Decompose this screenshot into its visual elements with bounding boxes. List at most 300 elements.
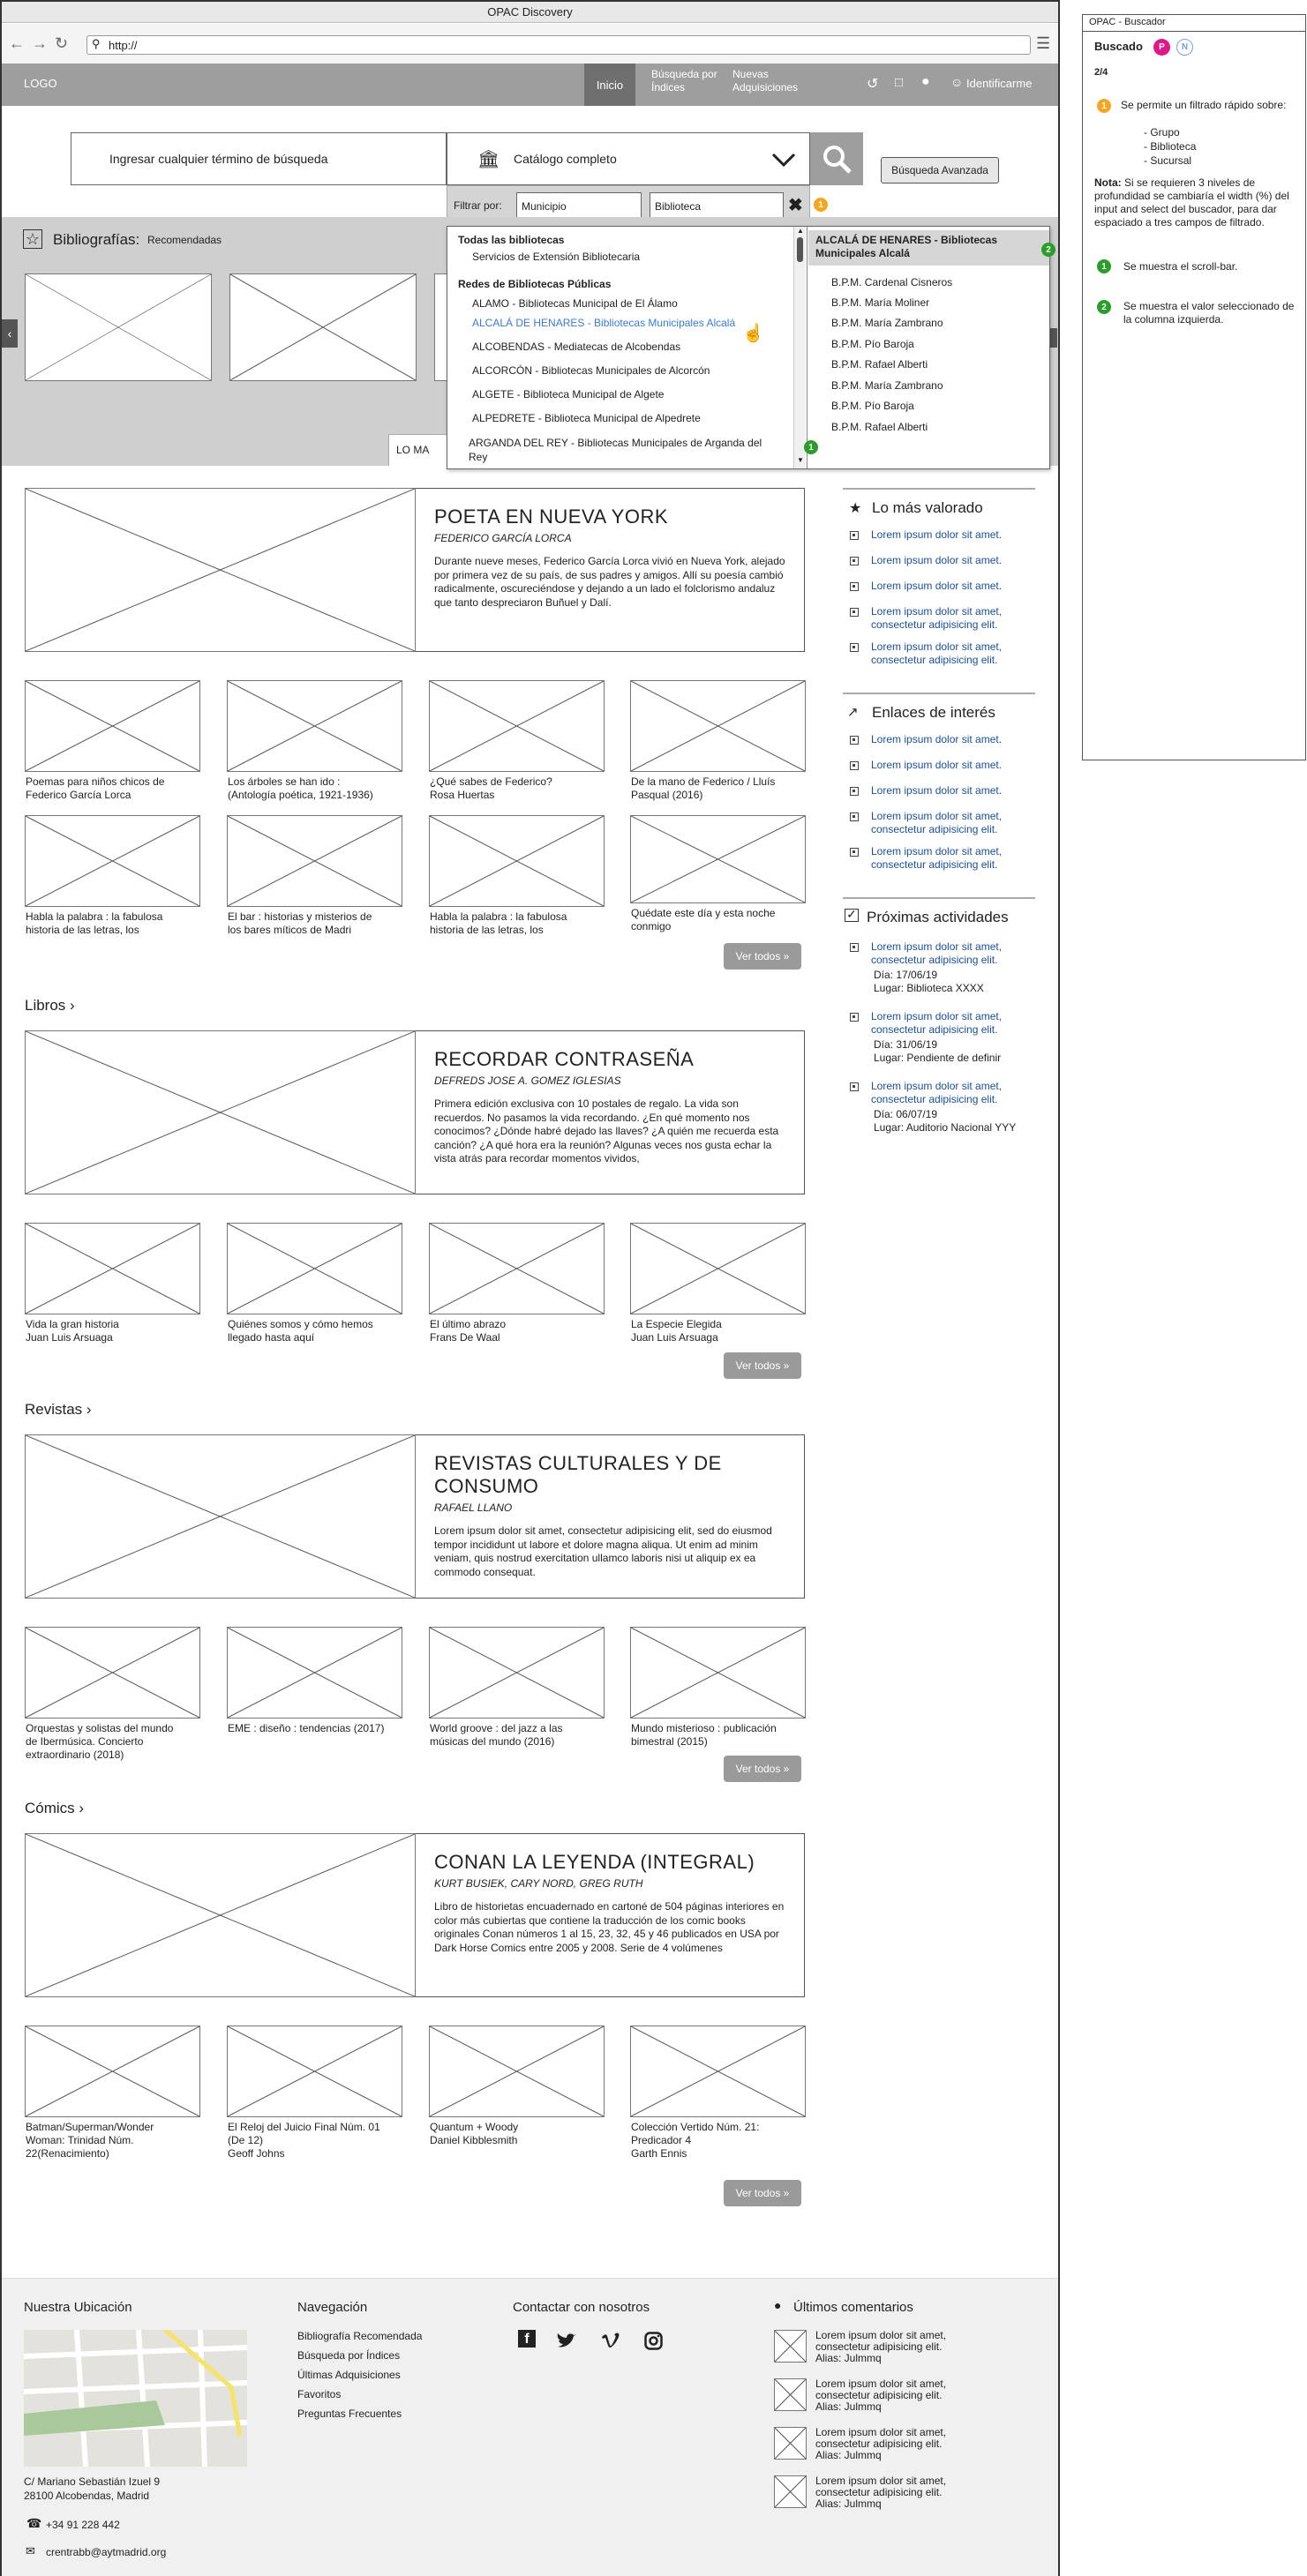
thumbnail-caption[interactable]: [631, 1318, 821, 1344]
annotation-page: 2/4: [1094, 67, 1108, 78]
sidebar-link[interactable]: Lorem ipsum dolor sit amet.: [871, 784, 1003, 797]
branch-option[interactable]: B.P.M. Pío Baroja: [831, 400, 914, 412]
comment-avatar[interactable]: [774, 2427, 807, 2460]
catalog-select-value: Catálogo completo: [514, 152, 617, 166]
image-placeholder-icon: [631, 1224, 805, 1314]
footer-nav-link[interactable]: Preguntas Frecuentes: [297, 2408, 402, 2420]
caption-line: El Reloj del Juicio Final Núm. 01: [228, 2121, 380, 2133]
section-heading[interactable]: Cómics ›: [25, 1800, 85, 1816]
annotation-panel: [1082, 14, 1306, 760]
sidebar-link[interactable]: Lorem ipsum dolor sit amet,: [871, 1010, 1003, 1022]
dropdown-option[interactable]: ALCORCÓN - Bibliotecas Municipales de Alcorcón: [472, 364, 710, 377]
caption-line: Quédate este día y esta noche: [631, 907, 776, 919]
browser-titlebar: [2, 2, 1058, 23]
dropdown-option[interactable]: ALGETE - Biblioteca Municipal de Algete: [472, 388, 665, 401]
caption-line: Habla la palabra : la fabulosa: [26, 910, 163, 923]
sidebar-link[interactable]: Lorem ipsum dolor sit amet.: [871, 580, 1003, 592]
instagram-icon[interactable]: [644, 2332, 663, 2350]
note-1-text: Se permite un filtrado rápido sobre:: [1121, 99, 1287, 111]
sidebar-divider: [843, 693, 1035, 694]
comment-text: consectetur adipisicing elit.: [815, 2340, 943, 2353]
image-placeholder-icon: [228, 1224, 402, 1314]
annotation-panel-header: [1082, 14, 1306, 32]
links-title: Enlaces de interés: [872, 704, 995, 721]
comment-text: Lorem ipsum dolor sit amet,: [815, 2378, 947, 2390]
star-icon: ☆: [23, 229, 42, 249]
comment-avatar[interactable]: [774, 2330, 807, 2363]
caption-line: El último abrazo: [430, 1318, 507, 1330]
sidebar-link[interactable]: Lorem ipsum dolor sit amet,: [871, 605, 1003, 618]
thumbnail-image[interactable]: [227, 1223, 402, 1314]
sidebar-link-line2[interactable]: consectetur adipisicing elit.: [871, 1093, 998, 1105]
feature-image[interactable]: [25, 1030, 416, 1194]
thumbnail-image[interactable]: [227, 680, 402, 772]
history-icon[interactable]: ↺: [867, 77, 879, 92]
note-1-item: - Biblioteca: [1144, 140, 1197, 153]
footer-nav-link[interactable]: Últimas Adquisiciones: [297, 2369, 401, 2381]
list-bullet-icon: [850, 1082, 859, 1091]
nav-item-inicio[interactable]: [584, 64, 635, 106]
browser-toolbar: [2, 24, 1058, 68]
thumbnail-caption[interactable]: [430, 910, 620, 937]
image-placeholder-icon: [26, 681, 199, 771]
feature-image[interactable]: [25, 1434, 416, 1599]
sidebar-link-line2[interactable]: consectetur adipisicing elit.: [871, 954, 998, 966]
footer-nav-link[interactable]: Favoritos: [297, 2388, 342, 2400]
image-placeholder-icon: [631, 2026, 805, 2116]
caption-line: De la mano de Federico / Lluís: [631, 775, 776, 788]
sidebar-divider: [843, 897, 1035, 899]
thumbnail-caption[interactable]: [430, 1722, 620, 1749]
activity-place: Lugar: Pendiente de definir: [874, 1052, 1002, 1064]
image-placeholder-icon: [430, 816, 604, 906]
comment-text: Alias: Julmmq: [815, 2400, 882, 2413]
note-marker-3: 2: [1097, 300, 1111, 314]
identify-link[interactable]: Identificarme: [966, 77, 1033, 90]
facebook-icon[interactable]: f: [518, 2330, 536, 2348]
caption-line: llegado hasta aquí: [228, 1331, 315, 1344]
feature-title[interactable]: CONAN LA LEYENDA (INTEGRAL): [434, 1851, 755, 1873]
url-bar[interactable]: [86, 35, 1031, 55]
thumbnail-image[interactable]: [429, 1627, 605, 1719]
caption-line: La Especie Elegida: [631, 1318, 722, 1330]
note-marker-2: 1: [1097, 259, 1111, 273]
image-placeholder-icon: [26, 1435, 415, 1598]
banner-title: Bibliografías:: [53, 231, 140, 248]
feature-author: KURT BUSIEK, CARY NORD, GREG RUTH: [434, 1877, 643, 1890]
see-all-label: Ver todos »: [735, 950, 790, 962]
nav-item-label: Nuevas Adquisiciones: [732, 68, 799, 94]
image-placeholder-icon: [26, 2026, 199, 2116]
logo[interactable]: LOGO: [24, 77, 57, 90]
dropdown-option[interactable]: ALCOBENDAS - Mediatecas de Alcobendas: [472, 341, 681, 353]
thumbnail-caption[interactable]: [631, 907, 821, 933]
banner-tab-label: LO MA: [396, 444, 430, 456]
dropdown-option[interactable]: ALPEDRETE - Biblioteca Municipal de Alpedrete: [472, 412, 701, 424]
see-all-button[interactable]: [724, 2180, 801, 2206]
priority-badge: P: [1153, 39, 1170, 56]
globe-icon[interactable]: ●: [921, 74, 930, 89]
caption-line: Federico García Lorca: [26, 789, 131, 801]
comment-avatar[interactable]: [774, 2378, 807, 2411]
url-search-icon: ⚲: [92, 37, 101, 50]
sidebar-link[interactable]: Lorem ipsum dolor sit amet.: [871, 759, 1003, 771]
caption-line: Frans De Waal: [430, 1331, 500, 1344]
image-placeholder-icon: [430, 2026, 604, 2116]
image-placeholder-icon: [631, 816, 805, 902]
back-icon[interactable]: ←: [9, 34, 25, 52]
reload-icon[interactable]: ↻: [55, 34, 69, 52]
note-3-text: Se muestra el valor seleccionado de la columna izquierda.: [1123, 300, 1295, 326]
note-nota: [1094, 176, 1296, 229]
map-graphic: [24, 2330, 247, 2467]
image-placeholder-icon: [430, 681, 604, 771]
comment-icon: ●: [774, 2298, 782, 2312]
caption-line: Garth Ennis: [631, 2147, 687, 2160]
comment-text: Alias: Julmmq: [815, 2449, 882, 2461]
carousel-image[interactable]: [229, 273, 417, 381]
thumbnail-image[interactable]: [25, 680, 200, 772]
advanced-search-label: Búsqueda Avanzada: [891, 164, 988, 176]
caption-line: Los árboles se han ido :: [228, 775, 341, 788]
annotation-heading: Buscado: [1094, 40, 1143, 53]
catalog-select[interactable]: [447, 132, 810, 185]
sidebar-link[interactable]: Lorem ipsum dolor sit amet,: [871, 1080, 1003, 1092]
main-navbar: [2, 64, 1058, 106]
feature-description: Primera edición exclusiva con 10 postales de regalo. La vida son recuerdos. No pasamos la vida recordando. ¿En qué momento nos conocimos? ¿Dónde habré dejado las llaves? ¿A quién me recuerda esta canción? ¿A qué hora era la reunión? Algunas veces nos gusta echar la vista atrás para recordar momentos vividos,: [434, 1097, 779, 1164]
selected-network[interactable]: ALCALÁ DE HENARES - Bibliotecas Municipales Alcalá: [808, 230, 1049, 266]
thumbnail-image[interactable]: [630, 2026, 806, 2117]
phone-icon: ☎: [26, 2516, 42, 2530]
library-icon: 🏛: [477, 150, 500, 169]
sidebar-link[interactable]: Lorem ipsum dolor sit amet.: [871, 733, 1003, 745]
list-bullet-icon: [850, 608, 859, 617]
activity-place: Lugar: Biblioteca XXXX: [874, 982, 984, 994]
thumbnail-caption[interactable]: [228, 1722, 417, 1735]
image-placeholder-icon: [775, 2428, 806, 2459]
caption-line: 22(Renacimiento): [26, 2147, 109, 2160]
scroll-thumb[interactable]: [797, 237, 803, 262]
sidebar-link-line2[interactable]: consectetur adipisicing elit.: [871, 858, 998, 871]
thumbnail-image[interactable]: [25, 1627, 200, 1719]
thumbnail-caption[interactable]: [631, 1722, 821, 1749]
new-badge: N: [1176, 39, 1193, 56]
url-text: http://: [109, 39, 138, 52]
thumbnail-image[interactable]: [429, 815, 605, 907]
thumbnail-image[interactable]: [630, 680, 806, 772]
thumbnail-caption[interactable]: [430, 775, 620, 802]
image-placeholder-icon: [26, 489, 415, 651]
search-input-text: Ingresar cualquier término de búsqueda: [109, 152, 328, 166]
note-marker-3: 2: [1041, 243, 1055, 257]
scroll-up-icon[interactable]: ▲: [797, 227, 804, 235]
comment-text: consectetur adipisicing elit.: [815, 2437, 943, 2450]
clear-filter-icon[interactable]: ✖: [788, 196, 803, 215]
see-all-label: Ver todos »: [735, 1763, 790, 1775]
nav-item-busqueda-indices[interactable]: [651, 68, 722, 94]
thumbnail-image[interactable]: [630, 1223, 806, 1314]
feature-title[interactable]: REVISTAS CULTURALES Y DE CONSUMO: [434, 1452, 722, 1497]
star-filled-icon: ★: [849, 501, 862, 516]
caption-line: ¿Qué sabes de Federico?: [430, 775, 552, 788]
sidebar-link[interactable]: Lorem ipsum dolor sit amet,: [871, 845, 1003, 857]
caption-line: músicas del mundo (2016): [430, 1735, 555, 1748]
sidebar-link[interactable]: Lorem ipsum dolor sit amet,: [871, 810, 1003, 822]
activity-date: Día: 06/07/19: [874, 1108, 938, 1120]
image-placeholder-icon: [26, 1628, 199, 1718]
banner-tab[interactable]: [388, 434, 450, 466]
dropdown-right-column: [808, 227, 1049, 468]
feature-author: DEFREDS JOSE A. GOMEZ IGLESIAS: [434, 1075, 621, 1087]
caption-line: Quantum + Woody: [430, 2121, 519, 2133]
caption-line: bimestral (2015): [631, 1735, 708, 1748]
thumbnail-caption[interactable]: [228, 1318, 417, 1344]
section-heading[interactable]: Revistas ›: [25, 1401, 92, 1418]
vimeo-icon[interactable]: [601, 2332, 620, 2349]
branch-option[interactable]: B.P.M. Pío Baroja: [831, 338, 914, 350]
address-line-1: C/ Mariano Sebastián Izuel 9: [24, 2475, 161, 2488]
section-heading[interactable]: Libros ›: [25, 997, 75, 1014]
image-placeholder-icon: [228, 816, 402, 906]
thumbnail-image[interactable]: [429, 2026, 605, 2117]
note-nota-text: Si se requieren 3 niveles de profundidad se cambiaría el width (%) del input and select del buscador, para dar espaciado a tres campos de filtrado.: [1094, 176, 1289, 228]
caption-line: Mundo misterioso : publicación: [631, 1722, 777, 1734]
thumbnail-image[interactable]: [25, 2026, 200, 2117]
calendar-icon: ✓: [845, 909, 859, 922]
note-marker-2: 1: [804, 440, 818, 454]
feature-image[interactable]: [25, 488, 416, 652]
caption-line: Juan Luis Arsuaga: [26, 1331, 113, 1344]
thumbnail-caption[interactable]: [228, 775, 417, 802]
sidebar-link[interactable]: Lorem ipsum dolor sit amet,: [871, 940, 1003, 953]
note-1-item: - Sucursal: [1144, 154, 1192, 167]
dropdown-option-hovered[interactable]: ALCALÁ DE HENARES - Bibliotecas Municipales Alcalá: [472, 317, 736, 329]
thumbnail-image[interactable]: [227, 2026, 402, 2117]
sidebar-link[interactable]: Lorem ipsum dolor sit amet.: [871, 528, 1003, 541]
activity-date: Día: 31/06/19: [874, 1038, 938, 1051]
feature-title[interactable]: POETA EN NUEVA YORK: [434, 505, 669, 528]
address-line-2: 28100 Alcobendas, Madrid: [24, 2490, 150, 2502]
caption-line: conmigo: [631, 920, 672, 932]
see-all-button[interactable]: [724, 1352, 801, 1379]
thumbnail-image[interactable]: [429, 680, 605, 772]
caption-line: Predicador 4: [631, 2134, 692, 2146]
left-scrollbar[interactable]: [793, 227, 806, 468]
caption-line: (Antología poética, 1921-1936): [228, 789, 373, 801]
comment-text: Lorem ipsum dolor sit amet,: [815, 2475, 947, 2487]
branch-option[interactable]: B.P.M. Rafael Alberti: [831, 421, 928, 433]
sidebar-link[interactable]: Lorem ipsum dolor sit amet,: [871, 640, 1003, 653]
caption-line: Vida la gran historia: [26, 1318, 119, 1330]
thumbnail-caption[interactable]: [631, 2121, 821, 2160]
bookmark-icon[interactable]: □: [895, 75, 904, 90]
image-placeholder-icon: [775, 2476, 806, 2507]
group-public-networks[interactable]: Redes de Bibliotecas Públicas: [458, 278, 612, 290]
thumbnail-image[interactable]: [227, 815, 402, 907]
comment-text: Alias: Julmmq: [815, 2352, 882, 2364]
see-all-button[interactable]: [724, 943, 801, 970]
advanced-search-button[interactable]: [881, 157, 999, 183]
dropdown-option[interactable]: ALAMO - Bibliotecas Municipal de El Álamo: [472, 297, 678, 310]
comment-text: Lorem ipsum dolor sit amet,: [815, 2329, 947, 2341]
footer-nav-link[interactable]: Búsqueda por Índices: [297, 2349, 401, 2362]
thumbnail-caption[interactable]: [430, 1318, 620, 1344]
feature-description: Lorem ipsum dolor sit amet, consectetur adipisicing elit, sed do eiusmod tempor incididunt ut labore et dolore magna aliqua. Ut enim ad minim veniam, quis nostrud exercitation ullamco laboris nisi ut aliquip ex ea commodo consequat.: [434, 1524, 772, 1578]
list-bullet-icon: [850, 848, 859, 857]
feature-image[interactable]: [25, 1833, 416, 1997]
contact-title: Contactar con nosotros: [513, 2300, 650, 2315]
carousel-image[interactable]: [25, 273, 212, 381]
thumbnail-image[interactable]: [630, 815, 806, 903]
caption-line: EME : diseño : tendencias (2017): [228, 1722, 385, 1734]
footer-nav-link[interactable]: Bibliografía Recomendada: [297, 2330, 423, 2342]
caption-line: Poemas para niños chicos de: [26, 775, 165, 788]
image-placeholder-icon: [26, 1224, 199, 1314]
note-1-item: - Grupo: [1144, 126, 1180, 139]
feature-author: FEDERICO GARCÍA LORCA: [434, 532, 572, 544]
note-2-text: Se muestra el scroll-bar.: [1123, 260, 1238, 273]
nav-item-nuevas-adquisiciones[interactable]: [732, 68, 812, 94]
thumbnail-caption[interactable]: [26, 1318, 215, 1344]
thumbnail-image[interactable]: [630, 1627, 806, 1719]
image-placeholder-icon: [430, 1224, 604, 1314]
thumbnail-image[interactable]: [25, 1223, 200, 1314]
see-all-button[interactable]: [724, 1756, 801, 1782]
search-icon: [821, 143, 853, 175]
phone-number[interactable]: +34 91 228 442: [46, 2519, 120, 2531]
feature-author: RAFAEL LLANO: [434, 1501, 513, 1514]
caption-line: Colección Vertido Núm. 21:: [631, 2121, 760, 2133]
list-bullet-icon: [850, 812, 859, 821]
carousel-prev[interactable]: ‹: [2, 319, 18, 348]
twitter-icon[interactable]: [556, 2333, 577, 2350]
caption-line: Orquestas y solistas del mundo: [26, 1722, 174, 1734]
window-title: OPAC Discovery: [487, 5, 573, 19]
image-placeholder-icon: [26, 816, 199, 906]
footer-nav-title: Navegación: [297, 2300, 368, 2315]
note-marker-1: 1: [1097, 99, 1111, 113]
caption-line: historia de las letras, los: [430, 924, 544, 936]
feature-title[interactable]: RECORDAR CONTRASEÑA: [434, 1048, 695, 1070]
group-all-libraries[interactable]: Todas las bibliotecas: [458, 234, 565, 246]
image-placeholder-icon: [228, 1628, 402, 1718]
comment-text: consectetur adipisicing elit.: [815, 2389, 943, 2401]
caption-line: Pasqual (2016): [631, 789, 703, 801]
list-bullet-icon: [850, 557, 859, 565]
comment-text: Alias: Julmmq: [815, 2497, 882, 2510]
sidebar-link[interactable]: Lorem ipsum dolor sit amet.: [871, 554, 1003, 566]
top-rated-title: Lo más valorado: [872, 499, 983, 516]
caption-line: (De 12): [228, 2134, 264, 2146]
sidebar-link-line2[interactable]: consectetur adipisicing elit.: [871, 654, 998, 666]
image-placeholder-icon: [26, 1834, 415, 1996]
scroll-down-icon[interactable]: ▼: [797, 456, 804, 464]
thumbnail-caption[interactable]: [228, 910, 417, 937]
caption-line: historia de las letras, los: [26, 924, 139, 936]
comment-avatar[interactable]: [774, 2475, 807, 2508]
feature-description: Libro de historietas encuadernado en cartoné de 504 páginas interiores en color más cubiertas que contiene la traducción de los comic books originales Conan números 1 al 15, 23, 32, 45 y 46 publicados en USA por Dark Horse Comics entre 2005 y 2008. Serie de 4 volúmenes: [434, 1900, 785, 1954]
branch-option[interactable]: B.P.M. Rafael Alberti: [831, 358, 928, 371]
thumbnail-caption[interactable]: [26, 2121, 215, 2160]
branch-option[interactable]: B.P.M. María Zambrano: [831, 379, 943, 392]
comments-title: Últimos comentarios: [793, 2300, 913, 2315]
caption-line: World groove : del jazz a las: [430, 1722, 563, 1734]
list-bullet-icon: [850, 943, 859, 952]
email-icon: ✉: [26, 2544, 35, 2557]
branch-option[interactable]: B.P.M. María Zambrano: [831, 317, 943, 329]
caption-line: de Ibermúsica. Concierto: [26, 1735, 144, 1748]
comment-text: consectetur adipisicing elit.: [815, 2486, 943, 2498]
feature-description: Durante nueve meses, Federico García Lorca vivió en Nueva York, alejado por primera vez de su país, de sus padres y amigos. Allí su poesía cambió radicalmente, oscureciéndose y dejando a un lado el folclorismo andaluz que tanto despreciaron Buñuel y Dalí.: [434, 555, 785, 609]
caption-line: Juan Luis Arsuaga: [631, 1331, 718, 1344]
sidebar-divider: [843, 488, 1035, 490]
note-marker-1: 1: [814, 198, 828, 212]
forward-icon[interactable]: →: [32, 34, 48, 52]
activities-title: Próximas actividades: [867, 909, 1009, 925]
comment-text: Lorem ipsum dolor sit amet,: [815, 2426, 947, 2438]
activity-place: Lugar: Auditorio Nacional YYY: [874, 1121, 1017, 1134]
dropdown-option[interactable]: ARGANDA DEL REY - Bibliotecas Municipales de Arganda del Rey: [469, 437, 762, 463]
see-all-label: Ver todos »: [735, 1359, 790, 1372]
caption-line: extraordinario (2018): [26, 1749, 124, 1761]
filter-municipio-value: Municipio: [522, 200, 567, 213]
list-bullet-icon: [850, 761, 859, 770]
sidebar-link-line2[interactable]: consectetur adipisicing elit.: [871, 618, 998, 631]
chevron-down-icon: [770, 151, 797, 168]
sidebar-link-line2[interactable]: consectetur adipisicing elit.: [871, 823, 998, 835]
search-button[interactable]: [810, 132, 863, 185]
sidebar-link-line2[interactable]: consectetur adipisicing elit.: [871, 1023, 998, 1036]
thumbnail-image[interactable]: [429, 1223, 605, 1314]
filter-municipio-input[interactable]: [516, 192, 642, 219]
filter-label: Filtrar por:: [454, 199, 502, 212]
external-link-icon: ↗: [847, 705, 859, 720]
note-nota-label: Nota:: [1094, 176, 1122, 189]
branch-option[interactable]: B.P.M. Cardenal Cisneros: [831, 276, 953, 288]
caption-line: Batman/Superman/Wonder: [26, 2121, 154, 2133]
list-bullet-icon: [850, 1013, 859, 1022]
list-bullet-icon: [850, 531, 859, 540]
list-bullet-icon: [850, 736, 859, 745]
location-map[interactable]: [24, 2330, 247, 2467]
image-placeholder-icon: [775, 2379, 806, 2410]
list-bullet-icon: [850, 643, 859, 652]
hamburger-menu-icon[interactable]: ☰: [1036, 34, 1051, 52]
thumbnail-caption[interactable]: [228, 2121, 417, 2160]
thumbnail-image[interactable]: [25, 815, 200, 907]
thumbnail-image[interactable]: [227, 1627, 402, 1719]
thumbnail-caption[interactable]: [26, 910, 215, 937]
thumbnail-caption[interactable]: [430, 2121, 620, 2147]
branch-option[interactable]: B.P.M. María Moliner: [831, 296, 930, 309]
email-address[interactable]: crentrabb@aytmadrid.org: [46, 2546, 167, 2558]
dropdown-option[interactable]: Servicios de Extensión Bibliotecaria: [472, 251, 641, 263]
see-all-label: Ver todos »: [735, 2187, 790, 2199]
filter-biblioteca-input[interactable]: [650, 192, 784, 219]
image-placeholder-icon: [228, 681, 402, 771]
caption-line: Habla la palabra : la fabulosa: [430, 910, 567, 923]
thumbnail-caption[interactable]: [26, 775, 215, 802]
nav-item-label: Inicio: [596, 78, 624, 92]
thumbnail-caption[interactable]: [631, 775, 821, 802]
activity-date: Día: 17/06/19: [874, 969, 938, 981]
image-placeholder-icon: [430, 1628, 604, 1718]
search-input[interactable]: [71, 132, 447, 185]
image-placeholder-icon: [228, 2026, 402, 2116]
thumbnail-caption[interactable]: [26, 1722, 215, 1762]
nav-item-label: Búsqueda por Índices: [651, 68, 717, 94]
banner-subtitle: Recomendadas: [147, 234, 222, 246]
